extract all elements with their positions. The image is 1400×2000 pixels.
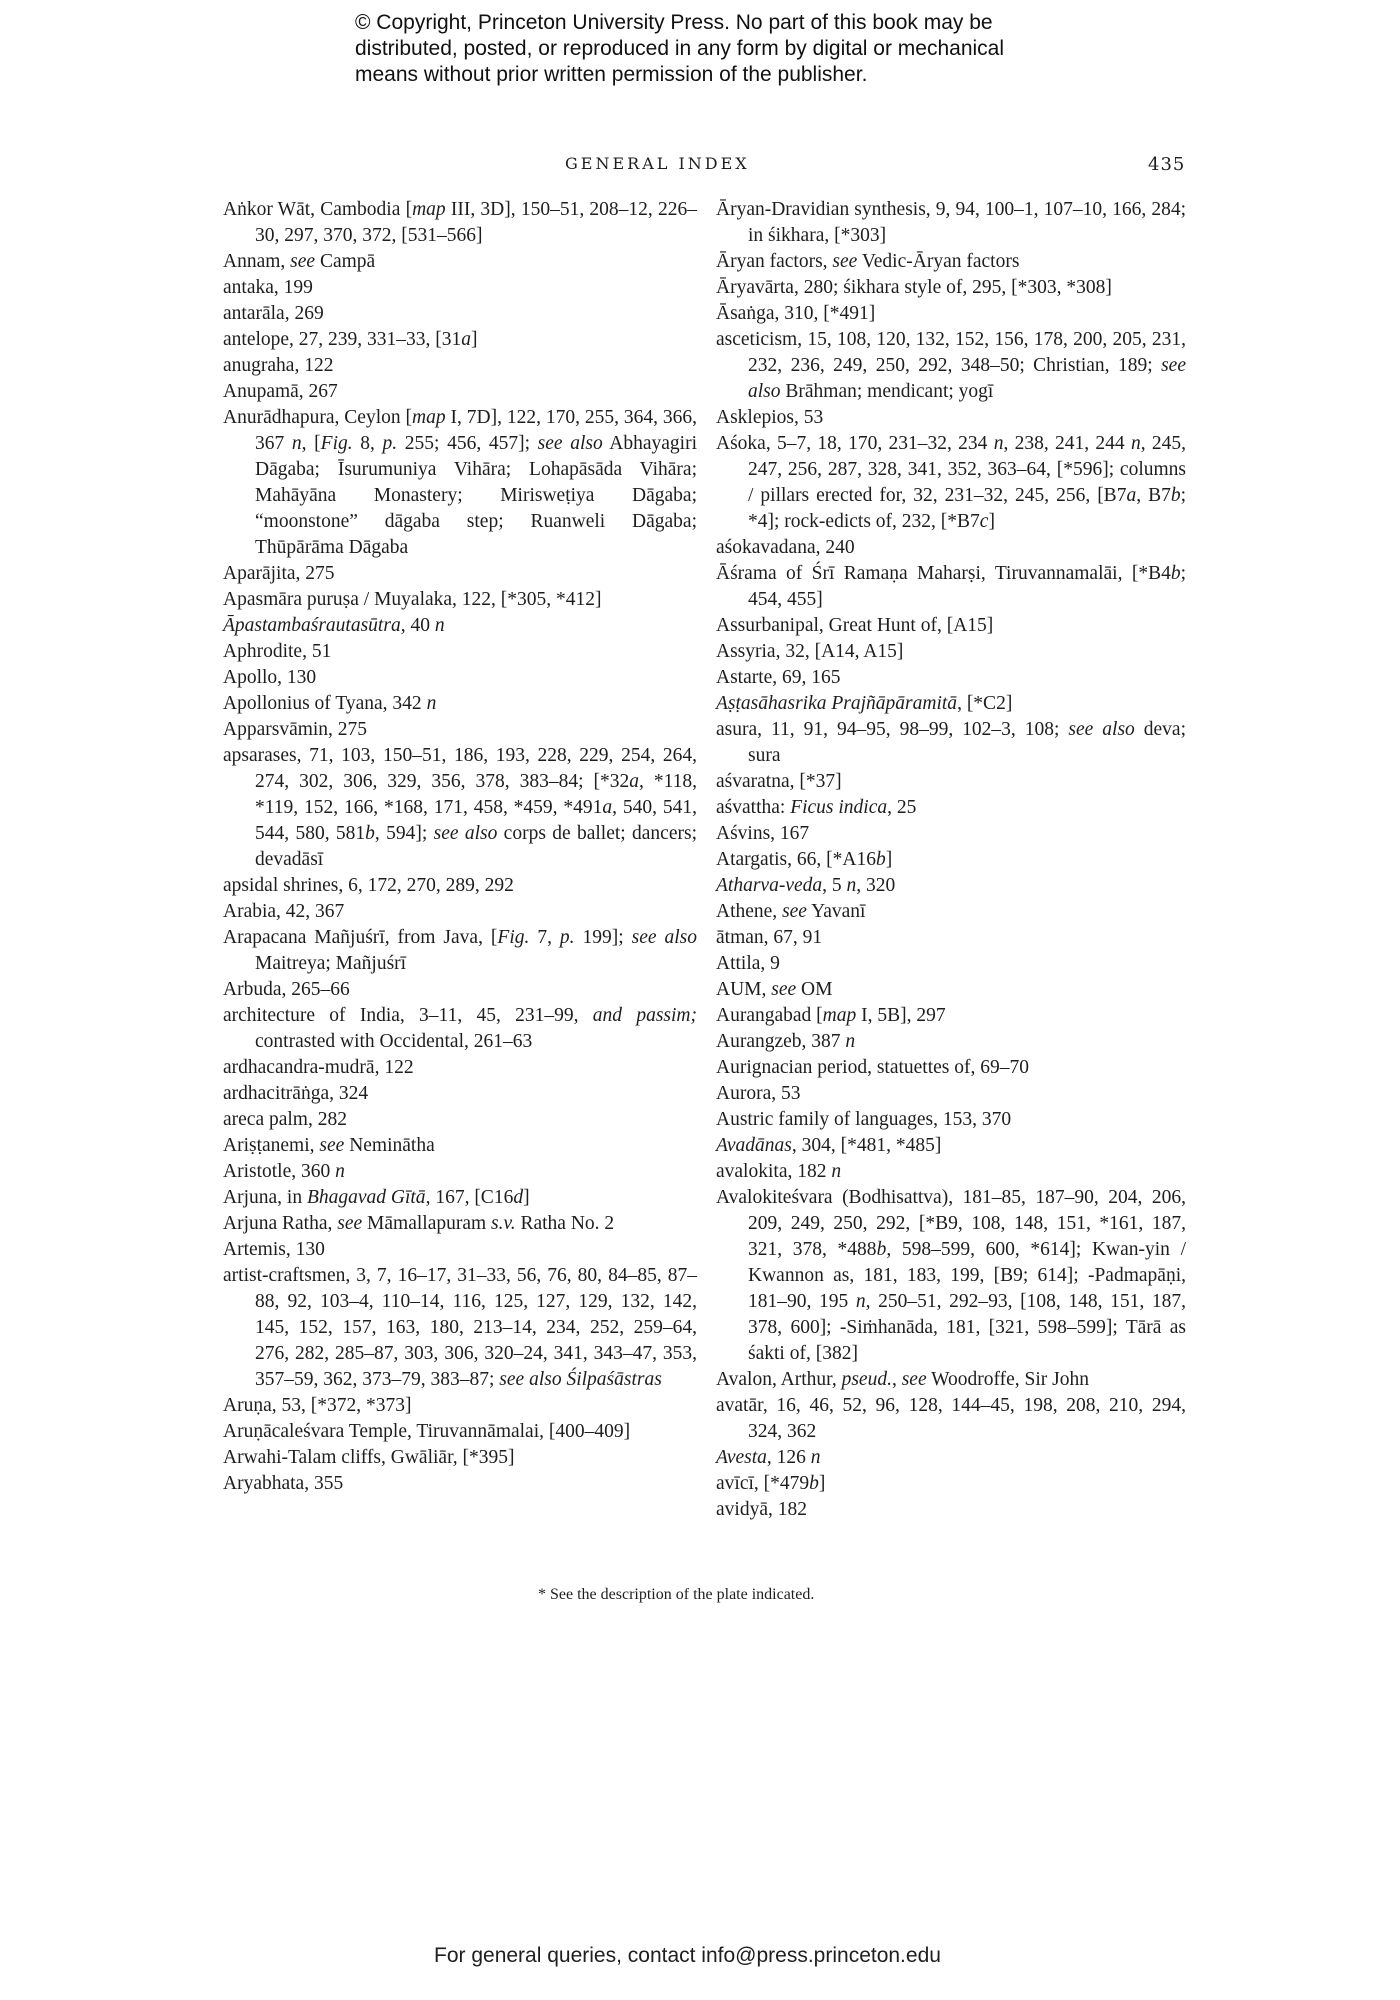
index-entry: Aphrodite, 51 bbox=[223, 641, 332, 662]
index-entry: Avadānas, 304, [*481, *485] bbox=[716, 1135, 942, 1156]
index-entry: aśvattha: Ficus indica, 25 bbox=[716, 797, 917, 818]
index-entry: Artemis, 130 bbox=[223, 1239, 325, 1260]
index-entry: AUM, see OM bbox=[716, 979, 833, 1000]
index-entry: Aṣṭasāhasrika Prajñāpāramitā, [*C2] bbox=[716, 693, 1013, 714]
index-entry: Arbuda, 265–66 bbox=[223, 979, 350, 1000]
index-entry: Astarte, 69, 165 bbox=[716, 667, 841, 688]
footnote-text: * See the description of the plate indicated. bbox=[538, 1586, 815, 1603]
index-entry: Austric family of languages, 153, 370 bbox=[716, 1109, 1012, 1130]
index-entry: Aurignacian period, statuettes of, 69–70 bbox=[716, 1057, 1029, 1078]
index-entry: Ariṣṭanemi, see Neminātha bbox=[223, 1135, 435, 1156]
index-entry: Assurbanipal, Great Hunt of, [A15] bbox=[716, 615, 994, 636]
index-entry: avidyā, 182 bbox=[716, 1499, 807, 1520]
index-entry: ardhacandra-mudrā, 122 bbox=[223, 1057, 414, 1078]
index-entry: Arapacana Mañjuśrī, from Java, [Fig. 7, p. 199]; see also Maitreya; Mañjuśrī bbox=[223, 927, 698, 974]
index-entry: Asklepios, 53 bbox=[716, 407, 824, 428]
index-entry: Aristotle, 360 n bbox=[223, 1161, 345, 1182]
index-entry: Arwahi-Talam cliffs, Gwāliār, [*395] bbox=[223, 1447, 515, 1468]
page-title: GENERAL INDEX bbox=[565, 154, 750, 173]
footer-text: For general queries, contact info@press.princeton.edu bbox=[434, 1944, 941, 1967]
index-entry: aśvaratna, [*37] bbox=[716, 771, 842, 792]
index-entry: aśokavadana, 240 bbox=[716, 537, 855, 558]
index-column-right bbox=[716, 197, 1186, 1523]
index-entry: Avesta, 126 n bbox=[716, 1447, 821, 1468]
index-entry: Aśvins, 167 bbox=[716, 823, 810, 844]
index-entry: Aparājita, 275 bbox=[223, 563, 335, 584]
index-entry: avatār, 16, 46, 52, 96, 128, 144–45, 198, 208, 210, 294, 324, 362 bbox=[716, 1395, 1186, 1442]
copyright-line: © Copyright, Princeton University Press. No part of this book may be bbox=[355, 11, 993, 34]
index-entry: Arjuna, in Bhagavad Gītā, 167, [C16d] bbox=[223, 1187, 530, 1208]
index-entry: Aruṇa, 53, [*372, *373] bbox=[223, 1395, 412, 1416]
index-entry: Arabia, 42, 367 bbox=[223, 901, 345, 922]
index-entry: avīcī, [*479b] bbox=[716, 1473, 826, 1494]
index-entry: ātman, 67, 91 bbox=[716, 927, 823, 948]
index-entry: Aruṇācaleśvara Temple, Tiruvannāmalai, [400–409] bbox=[223, 1421, 631, 1442]
index-entry: Aurangzeb, 387 n bbox=[716, 1031, 856, 1052]
index-entry: Attila, 9 bbox=[716, 953, 780, 974]
index-entry: Apollo, 130 bbox=[223, 667, 317, 688]
index-entry: Arjuna Ratha, see Māmallapuram s.v. Ratha No. 2 bbox=[223, 1213, 615, 1234]
index-entry: architecture of India, 3–11, 45, 231–99, and passim; contrasted with Occidental, 261–63 bbox=[223, 1005, 697, 1052]
index-entry: areca palm, 282 bbox=[223, 1109, 347, 1130]
index-entry: artist-craftsmen, 3, 7, 16–17, 31–33, 56, 76, 80, 84–85, 87–88, 92, 103–4, 110–14, 116, 125, 127, 129, 132, 142, 145, 152, 157, 163, 180, 213–14, 234, 252, 259–64, 276, 282, 285–87, 303, 306, 320–24, 341, 343–47, 353, 357–59, 362, 373–79, 383–87; see also Śilpaśāstras bbox=[223, 1265, 697, 1390]
copyright-line: distributed, posted, or reproduced in any form by digital or mechanical bbox=[355, 37, 1005, 60]
index-entry: Avalokiteśvara (Bodhisattva), 181–85, 187–90, 204, 206, 209, 249, 250, 292, [*B9, 108, 148, 151, *161, 187, 321, 378, *488b, 598–599, 600, *614]; Kwan-yin / Kwannon as, 181, 183, 199, [B9; 614]; -Padmapāṇi, 181–90, 195 n, 250–51, 292–93, [108, 148, 151, 187, 378, 600]; -Siṁhanāda, 181, [321, 598–599]; Tārā as śakti of, [382] bbox=[716, 1187, 1187, 1364]
index-entry: Āryan factors, see Vedic-Āryan factors bbox=[716, 251, 1020, 272]
index-entry: Aurora, 53 bbox=[716, 1083, 801, 1104]
index-entry: Aurangabad [map I, 5B], 297 bbox=[716, 1005, 946, 1026]
index-entry: apsidal shrines, 6, 172, 270, 289, 292 bbox=[223, 875, 514, 896]
index-entry: Avalon, Arthur, pseud., see Woodroffe, Sir John bbox=[716, 1369, 1089, 1390]
index-entry: Anupamā, 267 bbox=[223, 381, 338, 402]
index-entry: apsarases, 71, 103, 150–51, 186, 193, 228, 229, 254, 264, 274, 302, 306, 329, 356, 378, 383–84; [*32a, *118, *119, 152, 166, *168, 171, 458, *459, *491a, 540, 541, 544, 580, 581b, 594]; see also corps de ballet; dancers; devadāsī bbox=[223, 745, 697, 870]
index-entry: Apollonius of Tyana, 342 n bbox=[223, 693, 437, 714]
index-entry: Annam, see Campā bbox=[223, 251, 376, 272]
index-entry: Assyria, 32, [A14, A15] bbox=[716, 641, 904, 662]
index-entry: Āśrama of Śrī Ramaṇa Maharṣi, Tiruvannamalāi, [*B4b; 454, 455] bbox=[716, 563, 1186, 610]
index-entry: Atharva-veda, 5 n, 320 bbox=[716, 875, 896, 896]
index-entry: asceticism, 15, 108, 120, 132, 152, 156, 178, 200, 205, 231, 232, 236, 249, 250, 292, 348–50; Christian, 189; see also Brāhman; mendicant; yogī bbox=[716, 329, 1186, 402]
index-entry: antaka, 199 bbox=[223, 277, 313, 298]
index-entry: Anurādhapura, Ceylon [map I, 7D], 122, 170, 255, 364, 366, 367 n, [Fig. 8, p. 255; 456, 457]; see also Abhayagiri Dāgaba; Īsurumuniya Vihāra; Lohapāsāda Vihāra; Mahāyāna Monastery; Mirisweṭiya Dāgaba; “moonstone” dāgaba step; Ruanweli Dāgaba; Thūpārāma Dāgaba bbox=[223, 407, 698, 558]
index-entry: antarāla, 269 bbox=[223, 303, 324, 324]
index-entry: Aryabhata, 355 bbox=[223, 1473, 344, 1494]
index-entry: Āsaṅga, 310, [*491] bbox=[716, 303, 876, 324]
index-column-left bbox=[223, 197, 697, 1497]
copyright-line: means without prior written permission of the publisher. bbox=[355, 63, 868, 86]
index-entry: Athene, see Yavanī bbox=[716, 901, 866, 922]
index-entry: Āpastambaśrautasūtra, 40 n bbox=[223, 615, 445, 636]
index-entry: Aśoka, 5–7, 18, 170, 231–32, 234 n, 238, 241, 244 n, 245, 247, 256, 287, 328, 341, 352, 363–64, [*596]; columns / pillars erected for, 32, 231–32, 245, 256, [B7a, B7b; *4]; rock-edicts of, 232, [*B7c] bbox=[716, 433, 1187, 532]
index-entry: anugraha, 122 bbox=[223, 355, 334, 376]
index-entry: Apparsvāmin, 275 bbox=[223, 719, 368, 740]
index-entry: Aṅkor Wāt, Cambodia [map III, 3D], 150–51, 208–12, 226–30, 297, 370, 372, [531–566] bbox=[223, 199, 697, 246]
index-entry: asura, 11, 91, 94–95, 98–99, 102–3, 108; see also deva; sura bbox=[716, 719, 1186, 766]
index-entry: Atargatis, 66, [*A16b] bbox=[716, 849, 893, 870]
index-entry: Apasmāra puruṣa / Muyalaka, 122, [*305, *412] bbox=[223, 589, 602, 610]
index-entry: Āryavārta, 280; śikhara style of, 295, [*303, *308] bbox=[716, 277, 1112, 298]
copyright-notice bbox=[355, 10, 1155, 88]
page-number: 435 bbox=[1148, 154, 1186, 175]
index-entry: ardhacitrāṅga, 324 bbox=[223, 1083, 369, 1104]
index-entry: avalokita, 182 n bbox=[716, 1161, 842, 1182]
index-entry: antelope, 27, 239, 331–33, [31a] bbox=[223, 329, 478, 350]
index-entry: Āryan-Dravidian synthesis, 9, 94, 100–1, 107–10, 166, 284; in śikhara, [*303] bbox=[716, 199, 1186, 246]
